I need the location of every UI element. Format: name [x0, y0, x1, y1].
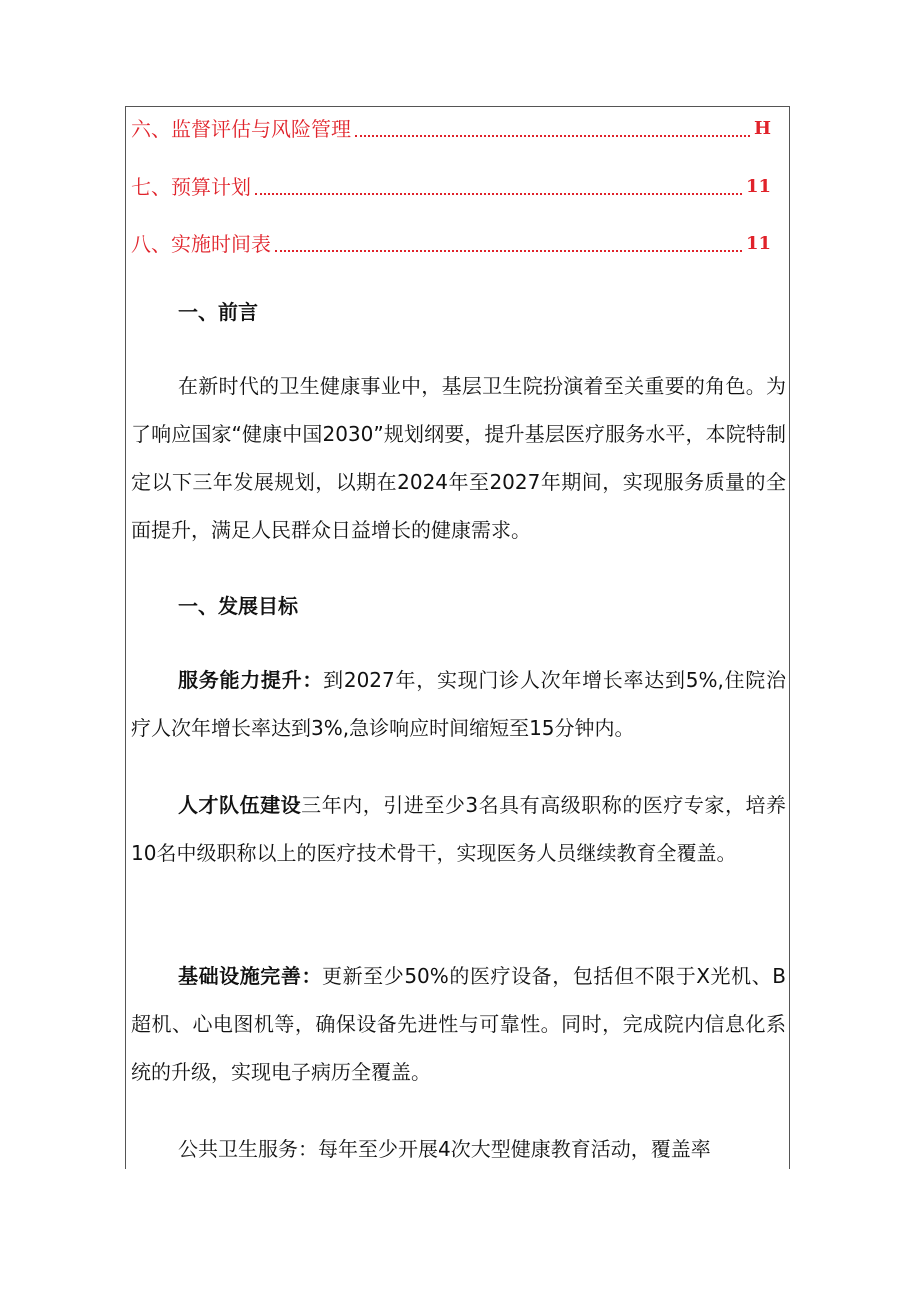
goal-text: 更新至少50%的医疗设备，包括但不限于X光机、B超机、心电图机等，确保设备先进性与可靠性。同时，完成院内信息化系统的升级，实现电子病历全覆盖。 — [131, 964, 786, 1084]
goal-label: 基础设施完善： — [178, 964, 323, 988]
toc-leader-dots — [355, 135, 750, 137]
goal-label: 服务能力提升： — [178, 668, 324, 692]
toc-entry-timeline[interactable] — [131, 229, 771, 259]
goal-infrastructure — [131, 952, 786, 1096]
goal-label: 人才队伍建设 — [178, 793, 302, 817]
toc-entry-title: 八、实施时间表 — [131, 232, 271, 256]
preface-paragraph: 在新时代的卫生健康事业中，基层卫生院扮演着至关重要的角色。为了响应国家“健康中国2030”规划纲要，提升基层医疗服务水平，本院特制定以下三年发展规划，以期在2024年至2027年期间，实现服务质量的全面提升，满足人民群众日益增长的健康需求。 — [131, 374, 786, 542]
toc-entry-title: 六、监督评估与风险管理 — [131, 117, 351, 141]
toc-entry-title: 七、预算计划 — [131, 175, 251, 199]
goal-service-capacity — [131, 656, 786, 752]
section-heading-goals: 一、发展目标 — [178, 594, 298, 618]
goal-talent-team — [131, 781, 786, 877]
toc-entry-page: 11 — [745, 176, 771, 197]
goal-text: 到2027年，实现门诊人次年增长率达到5%,住院治疗人次年增长率达到3%,急诊响应时间缩短至15分钟内。 — [131, 668, 787, 740]
toc-entry-budget[interactable] — [131, 172, 771, 202]
toc-leader-dots — [275, 250, 742, 252]
section-heading-preface: 一、前言 — [178, 300, 258, 324]
toc-entry-page: 11 — [745, 233, 771, 254]
goal-text: 三年内，引进至少3名具有高级职称的医疗专家，培养10名中级职称以上的医疗技术骨干，实现医务人员继续教育全覆盖。 — [131, 793, 787, 865]
toc-entry-supervision[interactable] — [131, 114, 771, 144]
goal-public-health — [131, 1125, 786, 1173]
toc-leader-dots — [255, 193, 742, 195]
goal-text: 公共卫生服务：每年至少开展4次大型健康教育活动，覆盖率 — [178, 1137, 711, 1161]
toc-entry-page: H — [753, 118, 771, 139]
